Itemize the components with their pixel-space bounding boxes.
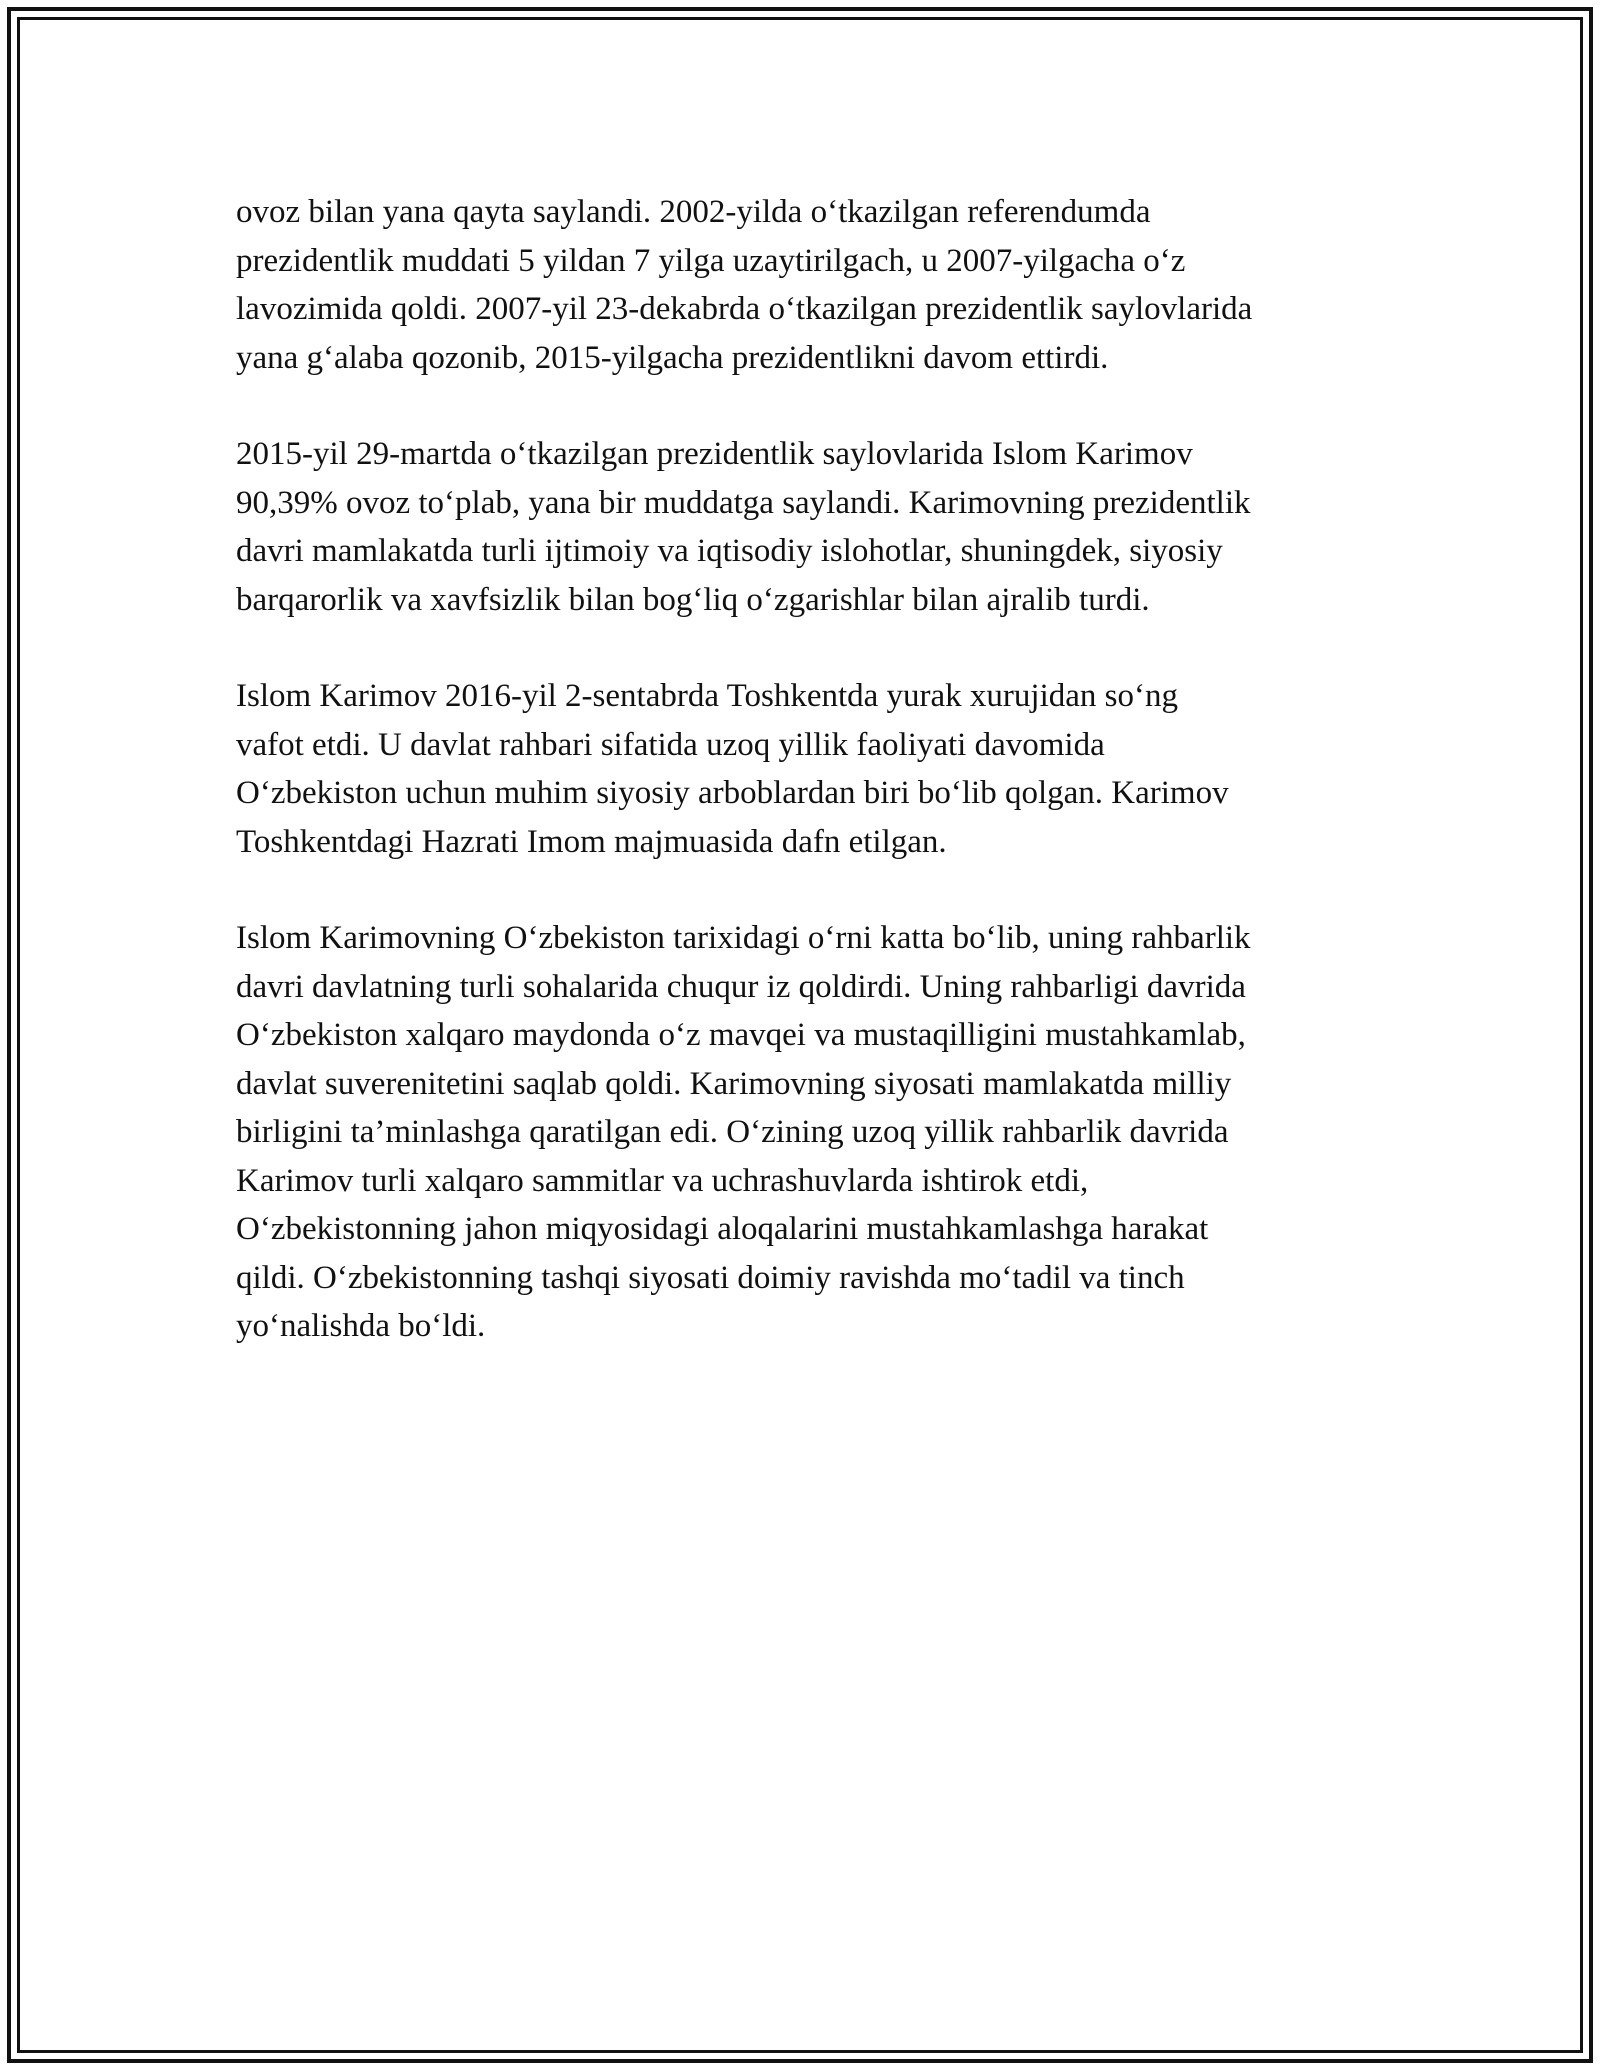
paragraph-4: Islom Karimovning O‘zbekiston tarixidagi o‘rni katta bo‘lib, uning rahbarlik davri davlatning turli sohalarida chuqur iz qoldirdi. Uning rahbarligi davrida O‘zbekiston xalqaro maydonda o‘z mavqei va mustaqilligini mustahkamlab, davlat suverenitetini saqlab qoldi. Karimovning siyosati mamlakatda milliy birligini ta’minlashga qaratilgan edi. O‘zining uzoq yillik rahbarlik davrida Karimov turli xalqaro sammitlar va uchrashuvlarda ishtirok etdi, O‘zbekistonning jahon miqyosidagi aloqalarini mustahkamlashga harakat qildi. O‘zbekistonning tashqi siyosati doimiy ravishda mo‘tadil va tinch yo‘nalishda bo‘ldi. — [236, 920, 1251, 1344]
paragraph-3: Islom Karimov 2016-yil 2-sentabrda Toshkentda yurak xurujidan so‘ng vafot etdi. U davlat rahbari sifatida uzoq yillik faoliyati davomida O‘zbekiston uchun muhim siyosiy arboblardan biri bo‘lib qolgan. Karimov Toshkentdagi Hazrati Imom majmuasida dafn etilgan. — [236, 678, 1229, 860]
paragraph-2: 2015-yil 29-martda o‘tkazilgan prezidentlik saylovlarida Islom Karimov 90,39% ovoz to‘plab, yana bir muddatga saylandi. Karimovning prezidentlik davri mamlakatda turli ijtimoiy va iqtisodiy islohotlar, shuningdek, siyosiy barqarorlik va xavfsizlik bilan bog‘liq o‘zgarishlar bilan ajralib turdi. — [236, 436, 1251, 618]
document-body — [236, 188, 1396, 1399]
paragraph-1: ovoz bilan yana qayta saylandi. 2002-yilda o‘tkazilgan referendumda prezidentlik muddati 5 yildan 7 yilga uzaytirilgach, u 2007-yilgacha o‘z lavozimida qoldi. 2007-yil 23-dekabrda o‘tkazilgan prezidentlik saylovlarida yana g‘alaba qozonib, 2015-yilgacha prezidentlikni davom ettirdi. — [236, 194, 1253, 376]
